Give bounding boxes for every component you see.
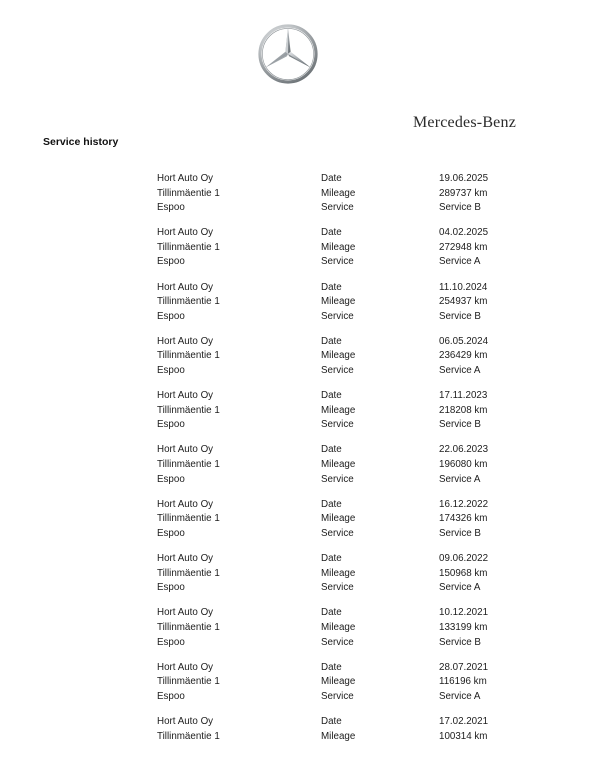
dealer-name: Hort Auto Oy — [157, 281, 214, 293]
service-value: Service A — [439, 365, 481, 377]
service-value: Service B — [439, 636, 481, 648]
dealer-street: Tillinmäentie 1 — [157, 350, 220, 362]
dealer-street: Tillinmäentie 1 — [157, 241, 220, 253]
mileage-value: 218208 km — [439, 404, 488, 416]
record-line-street — [157, 295, 537, 310]
record-line-city — [157, 581, 537, 596]
service-value: Service A — [439, 582, 481, 594]
dealer-street: Tillinmäentie 1 — [157, 621, 220, 633]
dealer-street: Tillinmäentie 1 — [157, 404, 220, 416]
record-line-company — [157, 498, 537, 513]
record-line-city — [157, 690, 537, 705]
record-line-street — [157, 349, 537, 364]
dealer-city: Espoo — [157, 473, 185, 485]
service-record — [157, 226, 537, 280]
dealer-city: Espoo — [157, 636, 185, 648]
mileage-value: 272948 km — [439, 241, 488, 253]
record-line-street — [157, 675, 537, 690]
mileage-label: Mileage — [321, 296, 356, 308]
service-records-list — [157, 172, 537, 769]
date-label: Date — [321, 661, 342, 673]
service-value: Service B — [439, 310, 481, 322]
record-line-city — [157, 310, 537, 325]
record-line-city — [157, 255, 537, 270]
record-line-street — [157, 567, 537, 582]
dealer-street: Tillinmäentie 1 — [157, 567, 220, 579]
mileage-value: 236429 km — [439, 350, 488, 362]
date-value: 11.10.2024 — [439, 281, 488, 293]
record-line-street — [157, 404, 537, 419]
service-label: Service — [321, 310, 354, 322]
dealer-name: Hort Auto Oy — [157, 498, 214, 510]
dealer-street: Tillinmäentie 1 — [157, 459, 220, 471]
record-line-street — [157, 512, 537, 527]
service-value: Service B — [439, 527, 481, 539]
date-value: 17.02.2021 — [439, 715, 489, 727]
dealer-name: Hort Auto Oy — [157, 227, 214, 239]
date-value: 17.11.2023 — [439, 390, 488, 402]
record-line-city — [157, 636, 537, 651]
service-value: Service A — [439, 690, 481, 702]
mileage-label: Mileage — [321, 621, 356, 633]
dealer-city: Espoo — [157, 365, 185, 377]
service-value: Service B — [439, 202, 481, 214]
date-label: Date — [321, 444, 342, 456]
dealer-city: Espoo — [157, 202, 185, 214]
mileage-label: Mileage — [321, 513, 356, 525]
mileage-value: 133199 km — [439, 621, 488, 633]
mileage-value: 116196 km — [439, 676, 487, 688]
service-record — [157, 389, 537, 443]
mileage-label: Mileage — [321, 350, 356, 362]
mileage-label: Mileage — [321, 567, 356, 579]
date-value: 28.07.2021 — [439, 661, 489, 673]
dealer-name: Hort Auto Oy — [157, 173, 214, 184]
dealer-city: Espoo — [157, 256, 185, 268]
service-record — [157, 443, 537, 497]
mileage-value: 174326 km — [439, 513, 488, 525]
service-label: Service — [321, 636, 354, 648]
dealer-city: Espoo — [157, 582, 185, 594]
service-value: Service A — [439, 256, 481, 268]
mileage-label: Mileage — [321, 459, 356, 471]
service-record — [157, 606, 537, 660]
date-value: 09.06.2022 — [439, 553, 489, 565]
record-line-city — [157, 364, 537, 379]
dealer-city: Espoo — [157, 690, 185, 702]
service-record — [157, 335, 537, 389]
dealer-street: Tillinmäentie 1 — [157, 296, 220, 308]
date-label: Date — [321, 498, 342, 510]
service-label: Service — [321, 419, 354, 431]
dealer-street: Tillinmäentie 1 — [157, 187, 220, 199]
dealer-name: Hort Auto Oy — [157, 715, 214, 727]
mileage-label: Mileage — [321, 676, 356, 688]
mileage-label: Mileage — [321, 241, 356, 253]
service-record — [157, 281, 537, 335]
record-line-company — [157, 172, 537, 187]
record-line-city — [157, 473, 537, 488]
mileage-value: 150968 km — [439, 567, 488, 579]
service-record — [157, 715, 537, 769]
date-value: 16.12.2022 — [439, 498, 489, 510]
mileage-label: Mileage — [321, 187, 356, 199]
service-record — [157, 172, 537, 226]
record-line-street — [157, 730, 537, 745]
record-line-city — [157, 201, 537, 216]
service-value: Service B — [439, 419, 481, 431]
record-line-city — [157, 418, 537, 433]
mileage-value: 254937 km — [439, 296, 488, 308]
record-line-company — [157, 226, 537, 241]
dealer-street: Tillinmäentie 1 — [157, 730, 220, 742]
mileage-value: 289737 km — [439, 187, 488, 199]
date-value: 22.06.2023 — [439, 444, 489, 456]
dealer-city: Espoo — [157, 527, 185, 539]
service-value: Service A — [439, 473, 481, 485]
record-line-company — [157, 661, 537, 676]
mercedes-star-icon — [258, 24, 318, 84]
service-label: Service — [321, 527, 354, 539]
dealer-city: Espoo — [157, 310, 185, 322]
record-line-company — [157, 715, 537, 730]
service-record — [157, 661, 537, 715]
dealer-name: Hort Auto Oy — [157, 607, 214, 619]
record-line-street — [157, 187, 537, 202]
service-label: Service — [321, 256, 354, 268]
record-line-street — [157, 458, 537, 473]
section-title: Service history — [43, 136, 119, 148]
brand-wordmark: Mercedes-Benz — [413, 114, 516, 131]
record-line-company — [157, 389, 537, 404]
date-value: 10.12.2021 — [439, 607, 489, 619]
record-line-company — [157, 443, 537, 458]
date-value: 04.02.2025 — [439, 227, 489, 239]
record-line-city — [157, 527, 537, 542]
service-label: Service — [321, 690, 354, 702]
date-label: Date — [321, 553, 342, 565]
service-record — [157, 552, 537, 606]
service-label: Service — [321, 473, 354, 485]
record-line-company — [157, 335, 537, 350]
dealer-name: Hort Auto Oy — [157, 661, 214, 673]
date-label: Date — [321, 173, 342, 184]
record-line-company — [157, 606, 537, 621]
service-record — [157, 498, 537, 552]
dealer-name: Hort Auto Oy — [157, 553, 214, 565]
service-label: Service — [321, 365, 354, 377]
mileage-value: 100314 km — [439, 730, 488, 742]
date-label: Date — [321, 227, 342, 239]
record-line-company — [157, 281, 537, 296]
date-label: Date — [321, 715, 342, 727]
service-label: Service — [321, 582, 354, 594]
date-value: 06.05.2024 — [439, 335, 489, 347]
date-label: Date — [321, 607, 342, 619]
dealer-name: Hort Auto Oy — [157, 444, 214, 456]
record-line-company — [157, 552, 537, 567]
mileage-value: 196080 km — [439, 459, 488, 471]
dealer-street: Tillinmäentie 1 — [157, 513, 220, 525]
date-label: Date — [321, 335, 342, 347]
date-value: 19.06.2025 — [439, 173, 489, 184]
dealer-name: Hort Auto Oy — [157, 390, 214, 402]
record-line-street — [157, 241, 537, 256]
mileage-label: Mileage — [321, 404, 356, 416]
dealer-street: Tillinmäentie 1 — [157, 676, 220, 688]
dealer-name: Hort Auto Oy — [157, 335, 214, 347]
date-label: Date — [321, 390, 342, 402]
mileage-label: Mileage — [321, 730, 356, 742]
service-label: Service — [321, 202, 354, 214]
record-line-street — [157, 621, 537, 636]
date-label: Date — [321, 281, 342, 293]
dealer-city: Espoo — [157, 419, 185, 431]
